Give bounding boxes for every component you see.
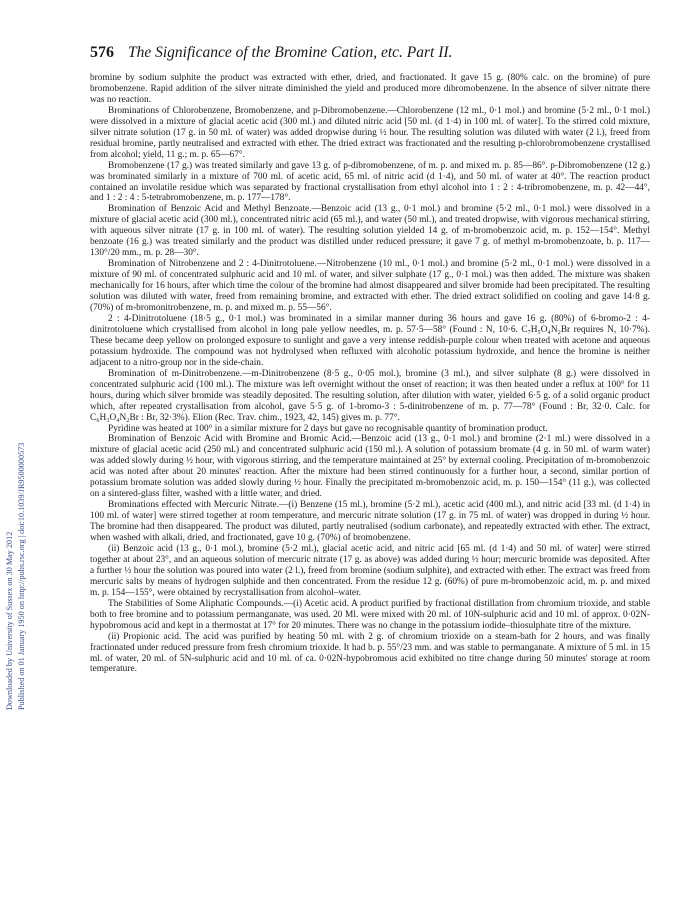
watermark-line-published: Published on 01 January 1950 on http://pubs.rsc.org | doi:10.1039/JR9500000573	[17, 442, 26, 710]
paragraph-pyridine: Pyridine was heated at 100° in a similar mixture for 2 days but gave no recognisable quantity of bromination product.	[108, 423, 548, 434]
paragraph-mercuric-nitrate-benzoic: (ii) Benzoic acid (13 g., 0·1 mol.), bromine (5·2 ml.), glacial acetic acid, and nitric acid [65 ml. (d 1·4) and 50 ml. of water] were stirred together at about 23°, and an aqueous solution of mercuric nitrate (17 g. as above) was added during ½ hour; mercuric bromide was deposited. After a further ½ hour the solution was poured into water (2 l.), freed from bromine (sodium sulphite), and extracted with ether. The extract was freed from mercuric salts by means of hydrogen sulphide and then concentrated. From the residue 12 g. (60%) of pure m-bromobenzoic acid, m. p. and mixed m. p. 154—155°, were obtained by recrystallisation from alcohol–water.	[90, 543, 650, 598]
paragraph-dinitrobenzene: Bromination of m-Dinitrobenzene.—m-Dinitrobenzene (8·5 g., 0·05 mol.), bromine (3 ml.), and silver sulphate (8 g.) were dissolved in concentrated sulphuric acid (100 ml.). The mixture was left overnight without the onset of reaction; it was then heated under a reflux at 100° for 11 hours, during which silver bromide was steadily deposited. The resulting solution, after dilution with water, yielded 6·5 g. of a solid organic product which, after repeated crystallisation from alcohol, gave 5·5 g. of 1-bromo-3 : 5-dinitrobenzene of m. p. 77—78° (Found : Br, 32·0. Calc. for C₆H₃O₄N₂Br : Br, 32·3%). Elion (Rec. Trav. chim., 1923, 42, 145) gives m. p. 77°.	[90, 368, 650, 423]
watermark-line-downloaded: Downloaded by University of Sussex on 30 May 2012	[5, 531, 14, 710]
paragraph-nitrobenzene-bromination: Bromination of Nitrobenzene and 2 : 4-Dinitrotoluene.—Nitrobenzene (10 ml., 0·1 mol.) and bromine (5·2 ml., 0·1 mol.) were dissolved in a mixture of 90 ml. of concentrated sulphuric acid and 10 ml. of water, and silver sulphate (17 g., 0·1 mol.) was then added. The mixture was shaken mechanically for 16 hours, after which time the colour of the bromine had almost disappeared and silver bromide had been precipitated. The resulting solution was diluted with water, freed from remaining bromine, and extracted with ether. The dried extract solidified on cooling and gave 14·8 g. (70%) of m-bromonitrobenzene, m. p. and mixed m. p. 55—56°.	[90, 259, 650, 314]
paragraph-benzoic-acid-bromination: Bromination of Benzoic Acid and Methyl Benzoate.—Benzoic acid (13 g., 0·1 mol.) and bromine (5·2 ml., 0·1 mol.) were dissolved in a mixture of glacial acetic acid (300 ml.), concentrated nitric acid (65 ml.), and water (50 ml.), and treated dropwise, with vigorous mechanical stirring, with aqueous silver nitrate (17 g. in 100 ml. of water). The resulting solution yielded 14 g. of m-bromobenzoic acid, m. p. 152—154°. Methyl benzoate (16 g.) was treated similarly and the product was distilled under reduced pressure; it gave 7 g. of methyl m-bromobenzoate, b. p. 117—130°/20 mm., m. p. 28—30°.	[90, 204, 650, 259]
paragraph-bromic-acid: Bromination of Benzoic Acid with Bromine and Bromic Acid.—Benzoic acid (13 g., 0·1 mol.) and bromine (2·1 ml.) were dissolved in a mixture of glacial acetic acid (250 ml.) and concentrated sulphuric acid (150 ml.). A solution of potassium bromate (4 g. in 50 ml. of warm water) was added slowly during ½ hour, with vigorous stirring, and the temperature maintained at 25° by external cooling. Precipitation of m-bromobenzoic acid was noted after about 20 minutes' reaction. After the mixture had been stirred continuously for a further hour, a second, similar portion of potassium bromate solution was added slowly during ½ hour. Finally the precipitated m-bromobenzoic acid, m. p. 150—154° (11 g.), was collected on a sintered-glass filter, washed with a little water, and dried.	[90, 434, 650, 500]
paragraph-mercuric-nitrate-benzene: Brominations effected with Mercuric Nitrate.—(i) Benzene (15 ml.), bromine (5·2 ml.), acetic acid (400 ml.), and nitric acid [33 ml. (d 1·4) in 100 ml. of water] were stirred together at room temperature, and mercuric nitrate solution (17 g. in 75 ml. of water) was dropped in during ½ hour. The bromine had then disappeared. The product was diluted, partly neutralised (sodium carbonate), and repeatedly extracted with ether. The extract, when washed with alkali, dried, and fractionated, gave 10 g. (70%) of bromobenzene.	[90, 500, 650, 544]
page-number: 576	[90, 44, 114, 61]
page-header	[90, 44, 650, 64]
paragraph-dinitrotoluene: 2 : 4-Dinitrotoluene (18·5 g., 0·1 mol.) was brominated in a similar manner during 36 hours and gave 16 g. (80%) of 6-bromo-2 : 4-dinitrotoluene which crystallised from alcohol in long pale yellow needles, m. p. 57·5—58° (Found : N, 10·6. C₇H₅O₄N₂Br requires N, 10·7%). These became deep yellow on prolonged exposure to sunlight and gave a very intense reddish-purple colour when treated with acetone and aqueous potassium hydroxide. The compound was not hydrolysed when refluxed with alcoholic potassium hydroxide, and hence the bromine is neither adjacent to a nitro-group nor in the side-chain.	[90, 313, 650, 368]
article-body	[90, 73, 650, 675]
running-title: The Significance of the Bromine Cation, etc. Part II.	[128, 44, 453, 61]
paragraph-bromobenzene-yield: bromine by sodium sulphite the product was extracted with ether, dried, and fractionated. It gave 15 g. (80% calc. on the bromine) of pure bromobenzene. Rapid addition of the silver nitrate diminished the yield and produced more dibromobenzene. In the absence of silver nitrate there was no reaction.	[90, 73, 650, 105]
paragraph-chlorobenzene-bromination: Brominations of Chlorobenzene, Bromobenzene, and p-Dibromobenzene.—Chlorobenzene (12 ml., 0·1 mol.) and bromine (5·2 ml., 0·1 mol.) were dissolved in a mixture of glacial acetic acid (300 ml.) and diluted nitric acid [50 ml. (d 1·4) in 100 ml. of water]. To the stirred cold mixture, silver nitrate solution (17 g. in 50 ml. of water) was added dropwise during ½ hour. The resulting solution was diluted with water (2 l.), freed from residual bromine, partly neutralised and extracted with ether. The dried extract was fractionated and the resulting p-chlorobromobenzene crystallised from alcohol; yield, 11 g.; m. p. 65—67°.	[90, 105, 650, 160]
paragraph-propionic-acid: (ii) Propionic acid. The acid was purified by heating 50 ml. with 2 g. of chromium trioxide on a steam-bath for 2 hours, and was finally fractionated under reduced pressure from fresh chromium trioxide. It had b. p. 55°/23 mm. and was stable to permanganate. A mixture of 5 ml. in 15 ml. of water, 20 ml. of 5N-sulphuric acid and 10 ml. of ca. 0·02N-hypobromous acid exhibited no titre change during 50 minutes' storage at room temperature.	[90, 631, 650, 675]
paragraph-dibromobenzene: Bromobenzene (17 g.) was treated similarly and gave 13 g. of p-dibromobenzene, of m. p. and mixed m. p. 85—86°. p-Dibromobenzene (12 g.) was brominated similarly in a mixture of 700 ml. of acetic acid, 65 ml. of nitric acid (d 1·4), and 50 ml. of water at 40°. The reaction product contained an involatile residue which was separated by fractional crystallisation from ethyl alcohol into 1 : 2 : 4-tribromobenzene, m. p. 42—44°, and 1 : 2 : 4 : 5-tetrabromobenzene, m. p. 177—178°.	[90, 160, 650, 204]
paragraph-aliphatic-stabilities: The Stabilities of Some Aliphatic Compounds.—(i) Acetic acid. A product purified by fractional distillation from chromium trioxide, and stable both to free bromine and to potassium permanganate, was used. 20 Ml. were mixed with 20 ml. of 10N-sulphuric acid and 10 ml. of approx. 0·02N-hypobromous acid and kept in a thermostat at 17° for 20 minutes. There was no change in the potassium iodide–thiosulphate titre of the mixture.	[90, 598, 650, 631]
watermark-svg	[3, 150, 29, 710]
download-watermark	[3, 150, 29, 710]
